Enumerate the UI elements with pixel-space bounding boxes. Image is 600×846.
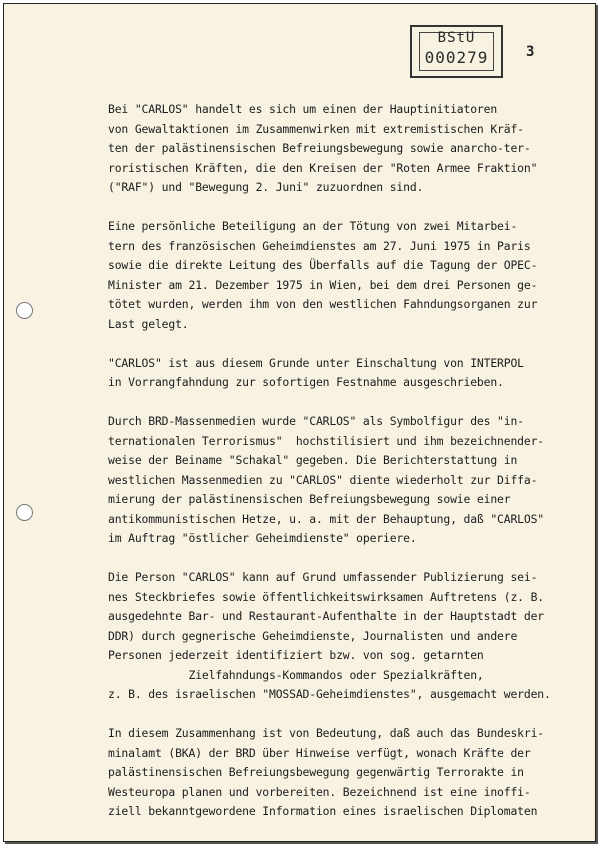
text-line: palästinensischen Befreiungsbewegung gegenwärtig Terrorakte in [108,765,524,779]
archive-stamp [410,25,503,78]
text-line: sowie die direkte Leitung des Überfalls auf die Tagung der OPEC- [108,258,538,272]
text-line: tötet wurden, werden ihm von den westlichen Fahndungsorganen zur [108,297,538,311]
text-line: nes Steckbriefes sowie öffentlichkeitswirksamen Auftretens (z. B. [108,589,545,604]
punch-hole [16,504,33,521]
text-line: Bei "CARLOS" handelt es sich um einen der Hauptinitiatoren [108,102,498,116]
text-line: antikommunistischen Hetze, u. a. mit der Behauptung, daß "CARLOS" [108,511,545,526]
text-line: tern des französischen Geheimdienstes am 27. Juni 1975 in Paris [108,238,531,253]
text-line: mierung der palästinensischen Befreiungsbewegung sowie einer [108,492,511,506]
paragraph [108,217,592,334]
punch-hole [16,302,33,319]
text-line: ("RAF") und "Bewegung 2. Juni" zuzuordnen sind. [108,180,424,194]
paragraph [108,412,592,549]
text-line: Last gelegt. [108,316,189,331]
text-line: von Gewaltaktionen im Zusammenwirken mit extremistischen Kräf- [108,121,524,136]
document-page [3,3,596,842]
text-line: Durch BRD-Massenmedien wurde "CARLOS" als Symbolfigur des "in- [108,414,524,428]
stamp-number: 000279 [424,48,489,67]
text-line: Personen jederzeit identifiziert bzw. von sog. getarnten [108,648,484,662]
paragraph [108,100,592,198]
text-line: In diesem Zusammenhang ist von Bedeutung, daß auch das Bundeskri- [108,726,545,740]
paragraph [108,568,592,705]
text-line: Zielfahndungs-Kommandos oder Spezialkräften, [108,667,484,682]
text-line: westlichen Massenmedien zu "CARLOS" diente wiederholt zur Diffa- [108,472,538,487]
text-line: minalamt (BKA) der BRD über Hinweise verfügt, wonach Kräfte der [108,745,531,760]
text-line: "CARLOS" ist aus diesem Grunde unter Einschaltung von INTERPOL [108,355,524,370]
paragraph [108,724,592,822]
text-line: ausgedehnte Bar- und Restaurant-Aufenthalte in der Hauptstadt der [108,609,545,623]
text-line: ternationalen Terrorismus" hochstilisiert und ihm bezeichnender- [108,433,545,448]
text-line: Minister am 21. Dezember 1975 in Wien, bei dem drei Personen ge- [108,277,538,292]
text-line: DDR) durch gegnerische Geheimdienste, Journalisten und andere [108,628,518,643]
text-line: roristischen Kräften, die den Kreisen der "Roten Armee Fraktion" [108,160,538,175]
text-line: Die Person "CARLOS" kann auf Grund umfassender Publizierung sei- [108,570,538,584]
page-number: 3 [526,44,535,60]
document-body [108,100,592,841]
text-line: ziell bekanntgewordene Information eines israelischen Diplomaten [108,804,538,818]
text-line: in Vorrangfahndung zur sofortigen Festnahme ausgeschrieben. [108,375,504,389]
text-line: im Auftrag "östlicher Geheimdienste" operiere. [108,531,417,545]
text-line: Westeuropa planen und vorbereiten. Bezeichnend ist eine inoffi- [108,784,531,799]
text-line: Eine persönliche Beteiligung an der Tötung von zwei Mitarbei- [108,219,518,233]
text-line: ten der palästinensischen Befreiungsbewegung sowie anarcho-ter- [108,141,531,155]
paragraph [108,354,592,393]
text-line: z. B. des israelischen "MOSSAD-Geheimdienstes", ausgemacht werden. [108,687,551,701]
text-line: weise der Beiname "Schakal" gegeben. Die Berichterstattung in [108,453,518,467]
stamp-label: BStU [437,30,476,46]
